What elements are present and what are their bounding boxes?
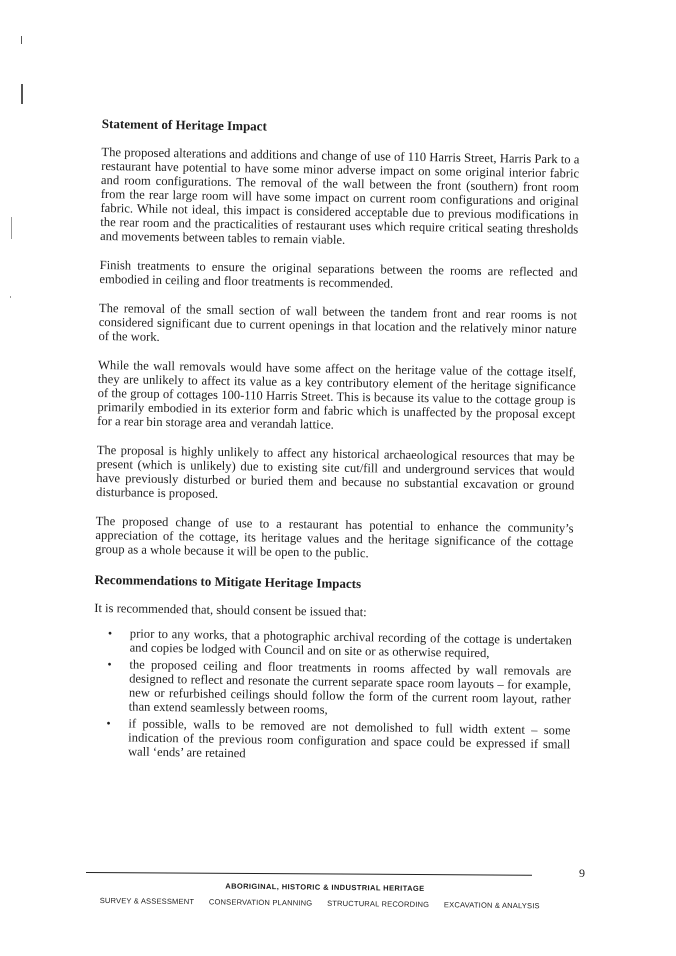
paragraph: Finish treatments to ensure the original separations between the rooms are reflected and embodied in ceiling and floor treatments is recommended. — [99, 257, 578, 291]
margin-mark — [11, 217, 12, 239]
footer-divider — [86, 872, 532, 876]
bullet-icon: • — [107, 626, 113, 641]
section-heading: Recommendations to Mitigate Heritage Impacts — [94, 571, 362, 592]
list-item-text: prior to any works, that a photographic archival recording of the cottage is undertaken and copies be lodged with Council and on site or as otherwise required, — [129, 626, 572, 661]
page-content — [92, 116, 580, 768]
list-item — [107, 657, 572, 720]
paragraph: The proposed change of use to a restaurant has potential to enhance the community’s appreciation of the cottage, its heritage values and the heritage significance of the cottage group as a whole because it will be open to the public. — [95, 513, 574, 561]
paragraph: While the wall removals would have some affect on the heritage value of the cottage itself, they are unlikely to affect its value as a key contributory element of the heritage significance of the group of cottages 100-110 Harris Street. This is because its value to the cottage group is primarily embodied in its exterior form and fabric which is unaffected by the proposal except for a rear bin storage area and verandah lattice. — [97, 357, 577, 432]
page-number: 9 — [579, 866, 585, 880]
bullet-icon: • — [107, 657, 112, 672]
footer-services — [100, 896, 540, 910]
margin-mark — [21, 84, 23, 104]
paragraph: The proposal is highly unlikely to affect any historical archaeological resources that may be present (which is unlikely) due to existing site cut/fill and underground services that would have previously disturbed or buried them and because no substantial excavation or ground disturbance is proposed. — [95, 442, 575, 501]
footer-service: STRUCTURAL RECORDING — [327, 898, 430, 910]
list-item-text: if possible, walls to be removed are not demolished to full width extent – some indication of the previous room configuration and space could be expressed if small wall ‘ends’ are retained — [127, 716, 571, 761]
section-heading: Statement of Heritage Impact — [101, 116, 267, 134]
paragraph: The removal of the small section of wall between the tandem front and rear rooms is not considered significant due to current openings in that location and the relatively minor nature of the work. — [98, 300, 578, 344]
list-item — [107, 626, 572, 662]
intro-text: It is recommended that, should consent be issued that: — [94, 600, 367, 620]
footer-service: SURVEY & ASSESSMENT — [99, 895, 195, 907]
bullet-icon: • — [106, 716, 111, 731]
list-item — [106, 716, 571, 765]
list-item-text: the proposed ceiling and floor treatments in rooms affected by wall removals are designed to reflect and resonate the current separate space room layouts – for example, new or refurbished ceilings should follow the form of the current room layout, rather than extend seamlessly between rooms, — [128, 657, 572, 717]
footer — [100, 880, 540, 910]
margin-mark — [10, 296, 11, 298]
recommendation-list — [92, 626, 572, 765]
footer-service: CONSERVATION PLANNING — [208, 897, 313, 908]
paragraph: The proposed alterations and additions and change of use of 110 Harris Street, Harris Park to a restaurant have potential to have some minor adverse impact on some original interior fabric and room configurations. The removal of the wall between the front (southern) front room from the rear large room will have some impact on current room configurations and original fabric. While not ideal, this impact is considered acceptable due to previous modifications in the rear room and the practicalities of restaurant uses which require critical seating thresholds and movements between tables to remain viable. — [100, 144, 580, 247]
footer-service: EXCAVATION & ANALYSIS — [443, 900, 540, 911]
margin-mark — [21, 36, 22, 44]
footer-title: ABORIGINAL, HISTORIC & INDUSTRIAL HERITAGE — [225, 881, 425, 893]
